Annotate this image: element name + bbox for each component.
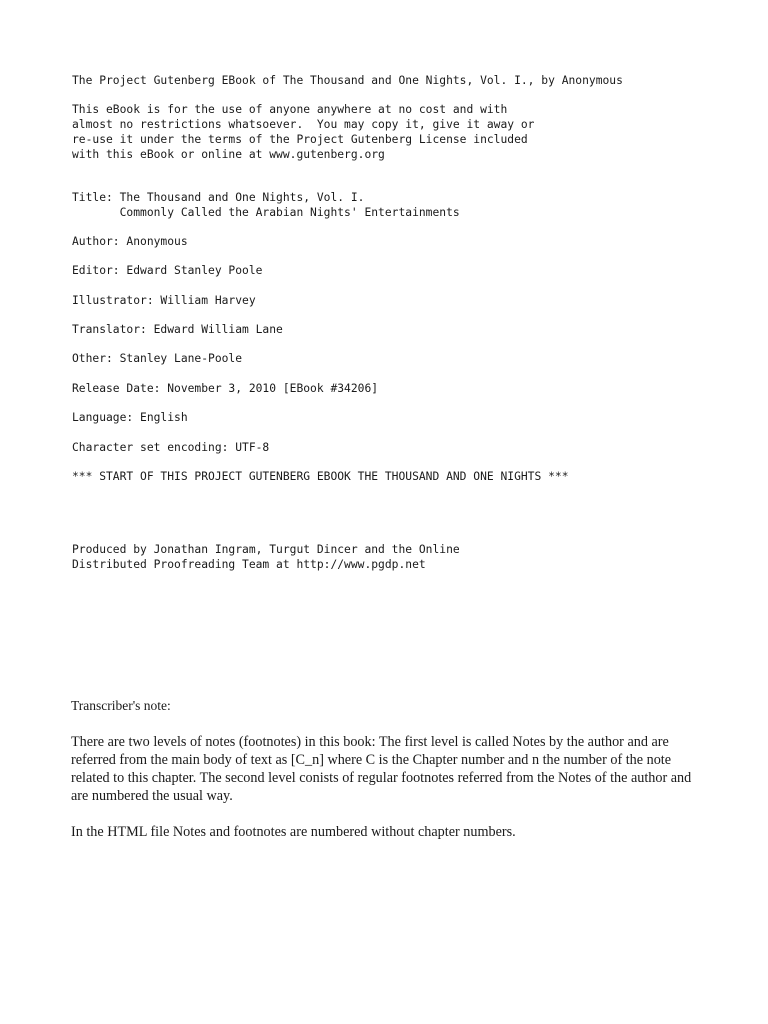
- other-line: Other: Stanley Lane-Poole: [72, 352, 243, 365]
- charset-line: Character set encoding: UTF-8: [72, 441, 270, 454]
- editor-line: Editor: Edward Stanley Poole: [72, 264, 263, 277]
- translator-line: Translator: Edward William Lane: [72, 323, 283, 336]
- start-marker: *** START OF THIS PROJECT GUTENBERG EBOOK THE THOUSAND AND ONE NIGHTS ***: [72, 470, 569, 483]
- license-text: This eBook is for the use of anyone anywhere at no cost and with almost no restrictions whatsoever. You may copy it, give it away or re-use it under the terms of the Project Gutenberg License included with this eBook or online at www.gutenberg.org: [72, 103, 535, 161]
- author-line: Author: Anonymous: [72, 235, 188, 248]
- transcriber-paragraph-2: In the HTML file Notes and footnotes are numbered without chapter numbers.: [71, 824, 516, 840]
- release-date-line: Release Date: November 3, 2010 [EBook #34206]: [72, 382, 379, 395]
- produced-by: Produced by Jonathan Ingram, Turgut Dincer and the Online Distributed Proofreading Team at http://www.pgdp.net: [72, 543, 460, 571]
- language-line: Language: English: [72, 411, 188, 424]
- transcriber-paragraph-1: There are two levels of notes (footnotes) in this book: The first level is called Notes by the author and are referred from the main body of text as [C_n] where C is the Chapter number and n the number of the note related to this chapter. The second level conists of regular footnotes referred from the Notes of the author and are numbered the usual way.: [71, 734, 692, 804]
- title-block: Title: The Thousand and One Nights, Vol. I. Commonly Called the Arabian Nights' Entertainments: [72, 191, 460, 219]
- header-line: The Project Gutenberg EBook of The Thousand and One Nights, Vol. I., by Anonymous: [72, 74, 623, 87]
- transcriber-heading: Transcriber's note:: [71, 698, 171, 713]
- illustrator-line: Illustrator: William Harvey: [72, 294, 256, 307]
